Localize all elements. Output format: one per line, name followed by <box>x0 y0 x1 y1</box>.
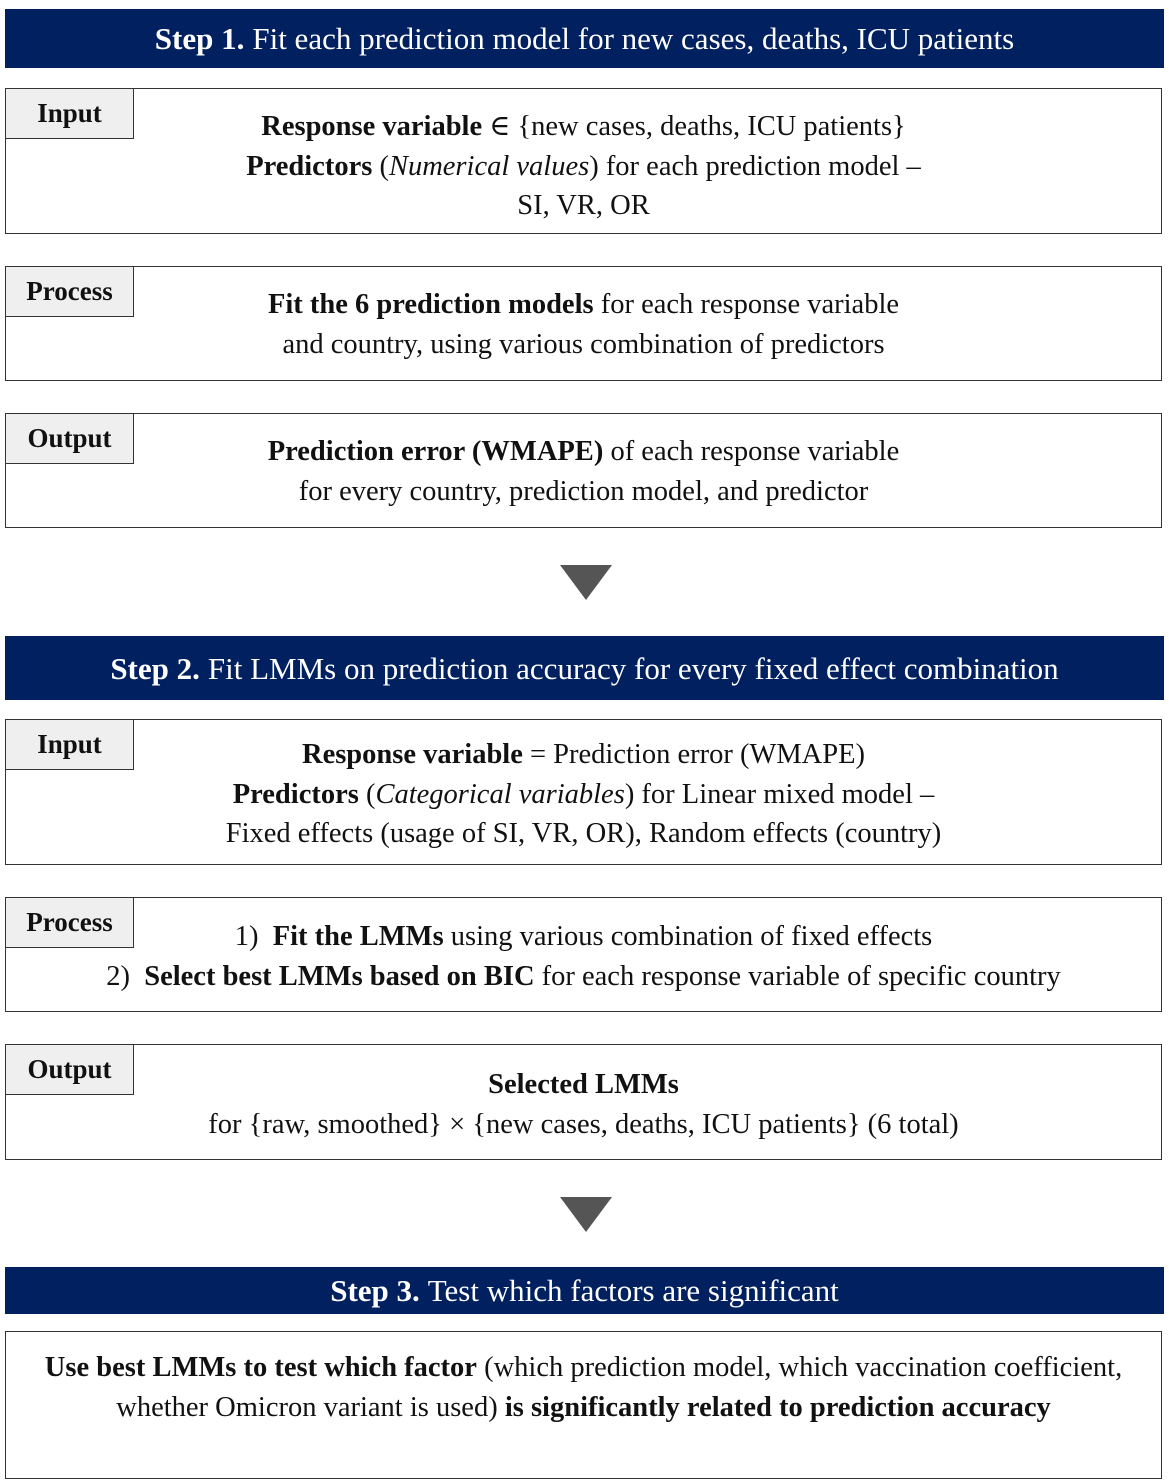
item2-number: 2) <box>106 960 130 992</box>
output-rest: of each response variable <box>603 436 900 467</box>
paren: ( <box>372 150 389 182</box>
predictors-list: SI, VR, OR <box>517 190 650 221</box>
response-variable-values: ∈ {new cases, deaths, ICU patients} <box>482 111 906 142</box>
step1-output-box <box>5 413 1162 528</box>
step2-banner <box>5 636 1164 700</box>
output-bold: Prediction error (WMAPE) <box>267 436 604 467</box>
input-tag: Input <box>6 720 134 770</box>
step3-label: Step 3. <box>330 1273 420 1308</box>
step1-output-content <box>6 432 1161 511</box>
output-tag: Output <box>6 414 134 464</box>
predictors-type: Numerical values <box>388 150 590 182</box>
effects-list: Fixed effects (usage of SI, VR, OR), Random effects (country) <box>225 818 942 849</box>
step2-label: Step 2. <box>110 650 200 686</box>
item2-bold: Select best LMMs based on BIC <box>144 960 535 992</box>
step3-content <box>26 1348 1141 1427</box>
step1-process-box <box>5 266 1162 381</box>
step3-banner <box>5 1267 1164 1314</box>
output-line2: for {raw, smoothed} × {new cases, deaths, ICU patients} (6 total) <box>208 1108 959 1140</box>
process-bold: Fit the 6 prediction models <box>267 289 594 320</box>
predictors-label: Predictors <box>232 778 359 810</box>
item2-rest: for each response variable of specific country <box>534 960 1061 992</box>
down-arrow-icon <box>560 1197 612 1232</box>
predictors-type: Categorical variables <box>375 778 625 810</box>
response-variable-label: Response variable <box>261 111 483 142</box>
process-tag: Process <box>6 898 134 948</box>
step1-label: Step 1. <box>154 21 245 56</box>
step1-process-content <box>6 285 1161 364</box>
item1-number: 1) <box>234 921 259 952</box>
step2-process-content <box>6 917 1161 996</box>
item1-bold: Fit the LMMs <box>272 921 444 952</box>
test-result-bold: is significantly related to prediction accuracy <box>504 1391 1051 1423</box>
step2-output-box <box>5 1044 1162 1160</box>
step2-process-box <box>5 897 1162 1012</box>
paren: ( <box>358 778 376 810</box>
step2-input-content <box>6 735 1161 854</box>
down-arrow-icon <box>560 565 612 600</box>
response-variable-value: = Prediction error (WMAPE) <box>522 739 866 770</box>
step1-banner <box>5 9 1164 68</box>
output-line2: for every country, prediction model, and predictor <box>298 475 869 507</box>
process-tag: Process <box>6 267 134 317</box>
item1-rest: using various combination of fixed effects <box>443 921 933 952</box>
input-tag: Input <box>6 89 134 139</box>
step1-input-content <box>6 107 1161 226</box>
process-rest: for each response variable <box>593 289 900 320</box>
predictors-desc: ) for each prediction model – <box>589 150 921 182</box>
response-variable-label: Response variable <box>301 739 523 770</box>
test-factors: (which prediction model, which vaccination coefficient, whether Omicron variant is used) <box>116 1352 1123 1423</box>
predictors-label: Predictors <box>246 150 373 182</box>
predictors-desc: ) for Linear mixed model – <box>624 778 935 810</box>
step1-title: Fit each prediction model for new cases, deaths, ICU patients <box>252 21 1015 56</box>
step3-title: Test which factors are significant <box>427 1273 839 1308</box>
process-line2: and country, using various combination of predictors <box>282 328 885 360</box>
output-tag: Output <box>6 1045 134 1095</box>
step2-title: Fit LMMs on prediction accuracy for every fixed effect combination <box>207 650 1059 686</box>
step3-content-box <box>5 1331 1162 1479</box>
test-bold: Use best LMMs to test which factor <box>44 1352 477 1383</box>
step2-output-content <box>6 1065 1161 1144</box>
step1-input-box <box>5 88 1162 234</box>
step2-input-box <box>5 719 1162 865</box>
output-bold: Selected LMMs <box>488 1069 679 1100</box>
